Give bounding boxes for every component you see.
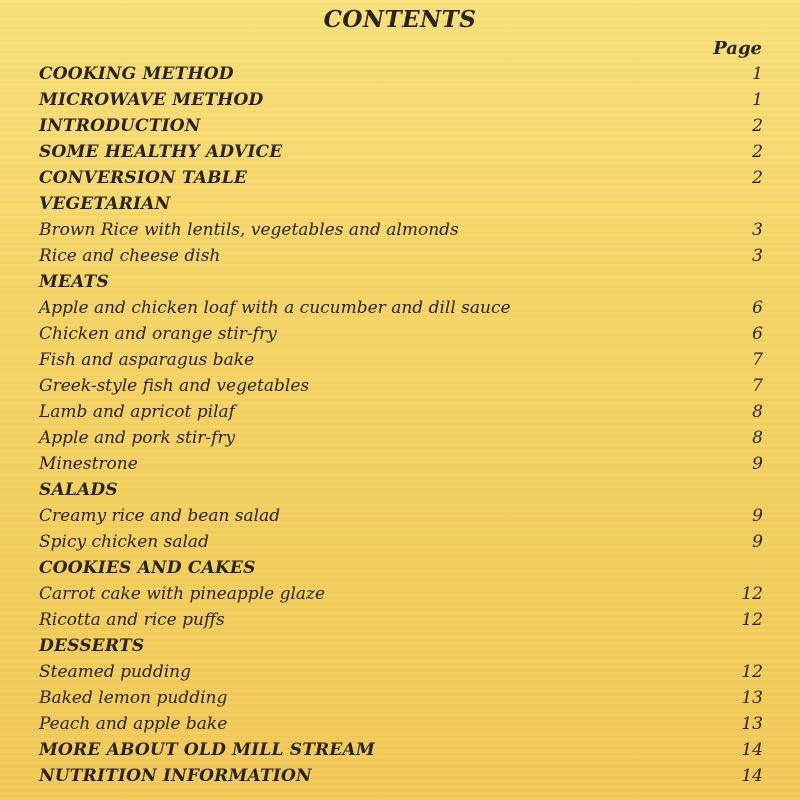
toc-entry [39,763,763,789]
toc-entry-page: 14 [741,740,763,760]
toc-entry-page: 6 [752,298,763,318]
toc-entry-label: MORE ABOUT OLD MILL STREAM [39,740,375,760]
toc-entry-label: INTRODUCTION [39,116,201,136]
toc-entry-page: 9 [752,454,763,474]
toc-entry-label: Lamb and apricot pilaf [39,402,235,422]
toc-entry-page: 2 [752,142,763,162]
toc-entry-label: NUTRITION INFORMATION [39,766,312,786]
toc-entry-label: Fish and asparagus bake [39,350,255,370]
page-column-header: Page [713,38,762,59]
toc-entry-label: MICROWAVE METHOD [39,90,264,110]
toc-entry-label: COOKING METHOD [39,64,234,84]
toc-entry [39,347,763,373]
toc-section-label: VEGETARIAN [39,194,171,214]
toc-section-heading [39,477,763,503]
toc-entry [39,581,763,607]
toc-section-heading [39,269,763,295]
toc-entry-label: Ricotta and rice puffs [39,610,225,630]
toc-entry-page: 8 [752,402,763,422]
toc-entry-label: Creamy rice and bean salad [39,506,281,526]
toc-entry [39,399,763,425]
toc-entry-page: 1 [752,90,763,110]
toc-entry-label: Steamed pudding [39,662,192,682]
toc-entry-page: 12 [741,584,763,604]
toc-entry-label: Brown Rice with lentils, vegetables and almonds [39,220,459,240]
toc-section-label: SALADS [39,480,118,500]
toc-section-label: COOKIES AND CAKES [39,558,256,578]
toc-entry [39,295,763,321]
toc-entry-label: Rice and cheese dish [39,246,221,266]
toc-entry [39,607,763,633]
toc-entry [39,737,763,763]
toc-entry [39,373,763,399]
table-of-contents [39,61,763,789]
page-title: CONTENTS [323,6,477,33]
toc-entry-label: CONVERSION TABLE [39,168,248,188]
toc-section-heading [39,555,763,581]
toc-entry [39,139,763,165]
toc-entry-page: 6 [752,324,763,344]
toc-entry-label: Apple and chicken loaf with a cucumber and dill sauce [39,298,511,318]
toc-entry-page: 12 [741,662,763,682]
toc-entry-page: 12 [741,610,763,630]
toc-entry [39,61,763,87]
toc-entry-page: 14 [741,766,763,786]
toc-entry-page: 9 [752,532,763,552]
toc-entry [39,165,763,191]
toc-entry-page: 2 [752,168,763,188]
toc-entry-page: 3 [752,246,763,266]
toc-entry-label: Spicy chicken salad [39,532,209,552]
toc-entry [39,451,763,477]
toc-section-label: DESSERTS [39,636,145,656]
toc-entry-page: 13 [741,714,763,734]
toc-entry-page: 8 [752,428,763,448]
toc-entry [39,87,763,113]
toc-entry [39,217,763,243]
toc-entry [39,243,763,269]
toc-entry [39,321,763,347]
toc-entry-page: 7 [752,350,763,370]
toc-entry-page: 3 [752,220,763,240]
toc-entry [39,711,763,737]
toc-entry [39,659,763,685]
toc-entry [39,425,763,451]
toc-entry-label: Baked lemon pudding [39,688,228,708]
toc-entry-label: Apple and pork stir-fry [39,428,236,448]
toc-entry-page: 13 [741,688,763,708]
toc-section-heading [39,633,763,659]
toc-entry-page: 9 [752,506,763,526]
toc-entry-label: Peach and apple bake [39,714,228,734]
toc-entry-label: Chicken and orange stir-fry [39,324,277,344]
toc-entry-label: Carrot cake with pineapple glaze [39,584,326,604]
toc-entry [39,685,763,711]
toc-section-label: MEATS [39,272,109,292]
toc-entry-page: 2 [752,116,763,136]
toc-entry-label: Greek-style fish and vegetables [39,376,310,396]
toc-entry-label: SOME HEALTHY ADVICE [39,142,283,162]
toc-section-heading [39,191,763,217]
toc-entry [39,113,763,139]
toc-entry-page: 7 [752,376,763,396]
toc-entry [39,503,763,529]
toc-entry-page: 1 [752,64,763,84]
toc-entry-label: Minestrone [39,454,138,474]
toc-entry [39,529,763,555]
